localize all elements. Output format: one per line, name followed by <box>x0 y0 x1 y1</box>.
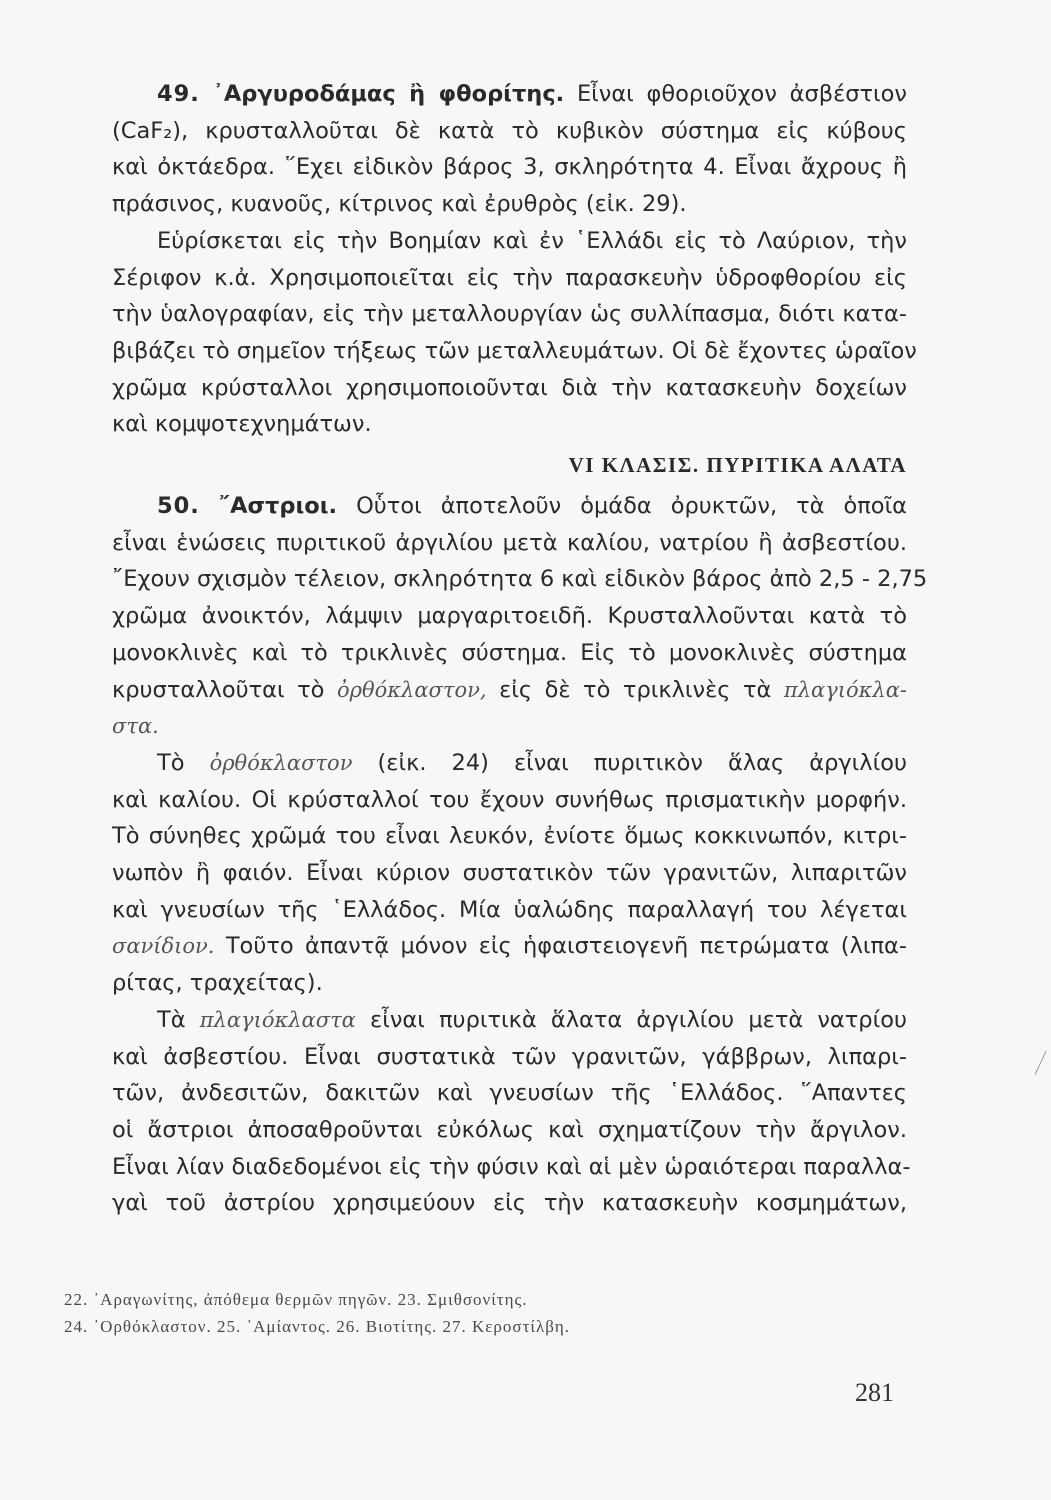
paragraph-plagioklasta: Τὰ πλαγιόκλαστα εἶναι πυριτικὰ ἅλατα ἀργιλίου μετὰ νατρίου καὶ ἀσβεστίου. Εἶναι συστατικὰ τῶν γρανιτῶν, γάββρων, λιπαρι- τῶν, ἀνδεσιτῶν, δακιτῶν καὶ γνευσίων τῆς ῾Ελλάδος. ῞Απαντες οἱ ἄστριοι ἀποσαθροῦνται εὐκόλως καὶ σχηματίζουν τὴν ἄργιλον. Εἶναι λίαν διαδεδομένοι εἰς τὴν φύσιν καὶ αἱ μὲν ὡραιότεραι παραλλα- γαὶ τοῦ ἀστρίου χρησιμεύουν εἰς τὴν κατασκευὴν κοσμημάτων, <box>112 1006 911 1217</box>
entry-50-title: ῎Αστριοι. <box>218 493 338 520</box>
entry-50: 50. ῎Αστριοι. Οὗτοι ἀποτελοῦν ὁμάδα ὀρυκτῶν, τὰ ὁποῖα εἶναι ἑνώσεις πυριτικοῦ ἀργιλίου μετὰ καλίου, νατρίου ἢ ἀσβεστίου. ῎Εχουν σχισμὸν τέλειον, σκληρότητα 6 καὶ εἰδικὸν βάρος ἀπὸ 2,5 - 2,75 χρῶμα ἀνοικτόν, λάμψιν μαργαριτοειδῆ. Κρυσταλλοῦνται κατὰ τὸ μονοκλινὲς καὶ τὸ τρικλινὲς σύστημα. Εἰς τὸ μονοκλινὲς σύστημα κρυσταλλοῦται τὸ ὀρθόκλαστον, εἰς δὲ τὸ τρικλινὲς τὰ πλαγιόκλα- στα. <box>112 493 928 739</box>
section-title: VI ΚΛΑΣΙΣ. ΠΥΡΙΤΙΚΑ ΑΛΑΤΑ <box>568 453 907 478</box>
entry-49 <box>112 76 907 223</box>
entry-49-line-3: καὶ ὀκτάεδρα. ῞Εχει εἰδικὸν βάρος 3, σκληρότητα 4. Εἶναι ἄχρους ἢ <box>112 154 907 181</box>
page-number: 281 <box>855 1378 894 1407</box>
caption-line-2: 24. ᾿Ορθόκλαστον. 25. ᾿Αμίαντος. 26. Βιοτίτης. 27. Κεροστίλβη. <box>64 1317 571 1336</box>
figure-captions <box>64 1286 934 1340</box>
entry-49-title: ᾿Αργυροδάμας ἢ φθορίτης. <box>212 81 565 107</box>
margin-mark <box>1035 1051 1047 1075</box>
entry-49-line-2: (CaF₂), κρυσταλλοῦται δὲ κατὰ τὸ κυβικὸν σύστημα εἰς κύβους <box>112 117 907 144</box>
entry-49-paragraph-2: Εὑρίσκεται εἰς τὴν Βοημίαν καὶ ἐν ῾Ελλάδι εἰς τὸ Λαύριον, τὴν Σέριφον κ.ἀ. Χρησιμοποιεῖται εἰς τὴν παρασκευὴν ὑδροφθορίου εἰς τὴν ὑαλογραφίαν, εἰς τὴν μεταλλουργίαν ὡς συλλίπασμα, διότι κατα- βιβάζει τὸ σημεῖον τήξεως τῶν μεταλλευμάτων. Οἱ δὲ ἔχοντες ὡραῖον χρῶμα κρύσταλλοι χρησιμοποιοῦνται διὰ τὴν κατασκευὴν δοχείων καὶ κομψοτεχνημάτων. <box>112 227 917 438</box>
entry-50-number: 50. <box>157 493 200 520</box>
entry-49-line-1: 49. ᾿Αργυροδάμας ἢ φθορίτης. Εἶναι φθοριοῦχον ἀσβέστιον <box>157 81 907 107</box>
page-body <box>112 76 928 1222</box>
entry-49-line-4: πράσινος, κυανοῦς, κίτρινος καὶ ἐρυθρὸς (εἰκ. 29). <box>112 191 687 218</box>
paragraph-orthoklastos: Τὸ ὀρθόκλαστον (εἰκ. 24) εἶναι πυριτικὸν ἅλας ἀργιλίου καὶ καλίου. Οἱ κρύσταλλοί του ἔχουν συνήθως πρισματικὴν μορφήν. Τὸ σύνηθες χρῶμά του εἶναι λευκόν, ἐνίοτε ὅμως κοκκινωπόν, κιτρι- νωπὸν ἢ φαιόν. Εἶναι κύριον συστατικὸν τῶν γρανιτῶν, λιπαριτῶν καὶ γνευσίων τῆς ῾Ελλάδος. Μία ὑαλώδης παραλλαγή του λέγεται σανίδιον. Τοῦτο ἀπαντᾷ μόνον εἰς ἡφαιστειογενῆ πετρώματα (λιπα- ρίτας, τραχείτας). <box>112 749 908 997</box>
caption-line-1: 22. ᾿Αραγωνίτης, ἀπόθεμα θερμῶν πηγῶν. 23. Σμιθσονίτης. <box>64 1290 528 1309</box>
entry-49-number: 49. <box>157 81 200 107</box>
